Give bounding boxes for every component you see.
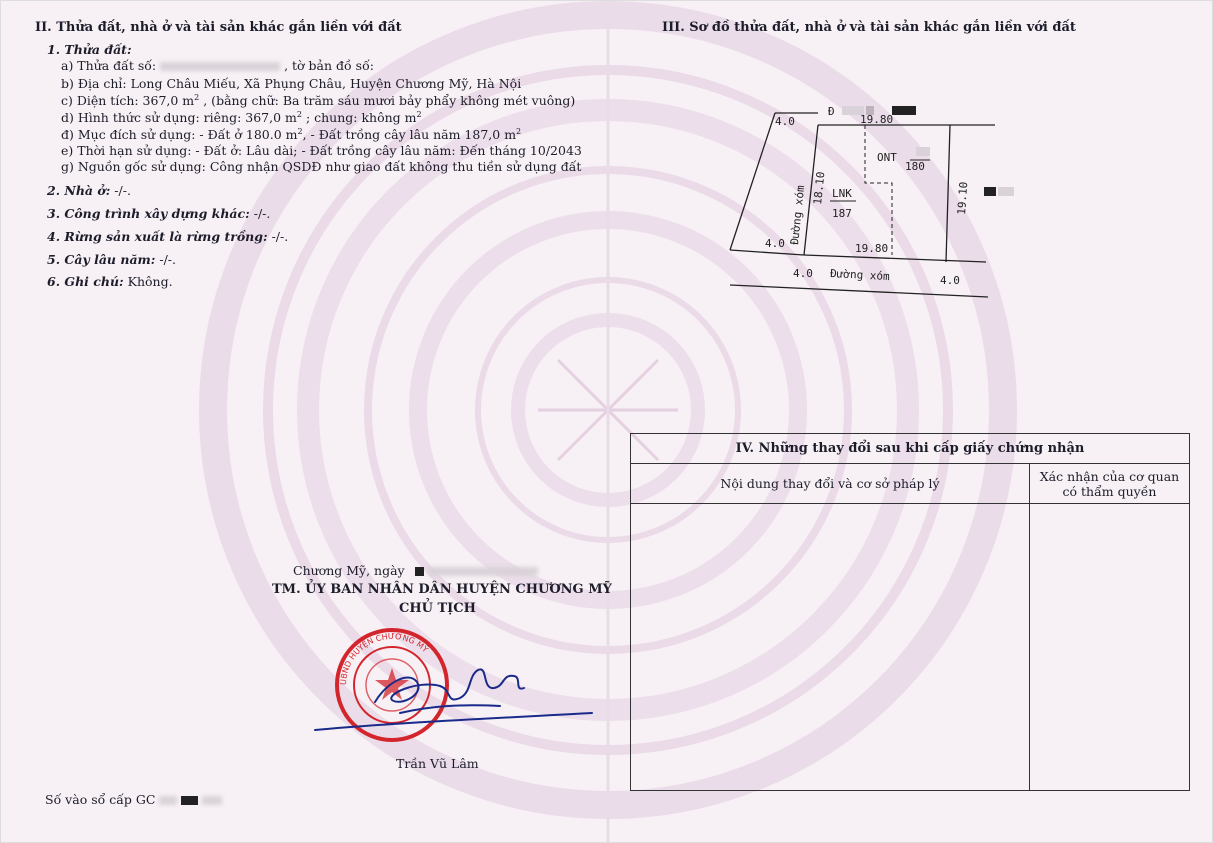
private-unit-sup: 2 — [296, 110, 302, 119]
signer-position: CHỦ TỊCH — [399, 601, 476, 616]
area-line — [61, 93, 575, 108]
bottom-dimension: 19.80 — [855, 242, 889, 255]
redacted-right-owner-2 — [998, 187, 1014, 196]
area-in-words: , (bằng chữ: Ba trăm sáu mươi bảy phẩy không mét vuông) — [199, 93, 576, 109]
changes-content-cell — [631, 504, 1030, 791]
ont-area: 180 — [905, 160, 925, 173]
top-owner-label: Đ — [828, 105, 835, 118]
place-date-line — [293, 563, 538, 578]
left-road-outer-edge — [730, 113, 775, 250]
place-date: Chương Mỹ, ngày — [293, 563, 405, 578]
lnk-area: 187 — [832, 207, 852, 220]
bottom-road-label: Đường xóm — [829, 267, 891, 284]
shared-unit-sup: 2 — [416, 110, 422, 119]
redacted-registry-2 — [181, 796, 198, 805]
residential-unit-sup: 2 — [297, 127, 303, 136]
usage-origin-line: g) Nguồn gốc sử dụng: Công nhận QSDĐ như giao đất không thu tiền sử dụng đất — [61, 159, 582, 174]
bottom-road-left-width: 4.0 — [793, 267, 813, 280]
right-dimension: 19.10 — [955, 181, 971, 216]
item4-line — [47, 226, 288, 245]
right-boundary — [946, 125, 950, 262]
usage-term-line: e) Thời hạn sử dụng: - Đất ở: Lâu dài; - Đất trồng cây lâu năm: Đến tháng 10/2043 — [61, 143, 582, 158]
lnk-label: LNK — [832, 187, 852, 200]
section4-title: IV. Những thay đổi sau khi cấp giấy chứng nhận — [631, 434, 1190, 464]
purpose-perennial: , - Đất trồng cây lâu năm 187,0 m — [302, 127, 517, 143]
address-line: b) Địa chỉ: Long Châu Miếu, Xã Phụng Châu, Huyện Chương Mỹ, Hà Nội — [61, 76, 522, 91]
left-road-label: Đường xóm — [788, 184, 808, 246]
item4-label: 4. Rừng sản xuất là rừng trồng: — [47, 229, 268, 244]
item2-label: 2. Nhà ở: — [47, 183, 111, 198]
usage-form-shared: ; chung: không m — [301, 110, 417, 126]
changes-table — [630, 433, 1190, 791]
redacted-date-mark — [415, 567, 424, 576]
bottom-road-left — [730, 250, 804, 255]
usage-purpose-line — [61, 127, 521, 142]
item3-line — [47, 203, 270, 222]
map-sheet-label: , tờ bản đồ số: — [284, 58, 374, 73]
redacted-parcel-number — [160, 62, 280, 71]
usage-form-private: d) Hình thức sử dụng: riêng: 367,0 m — [61, 110, 297, 126]
ont-lnk-divider — [865, 125, 892, 255]
redacted-registry-1 — [159, 796, 177, 805]
item5-label: 5. Cây lâu năm: — [47, 252, 156, 267]
item3-value: -/-. — [249, 206, 271, 221]
item5-value: -/-. — [155, 252, 176, 267]
section3-title: III. Sơ đồ thửa đất, nhà ở và tài sản khác gắn liền với đất — [662, 20, 1076, 35]
usage-form-line — [61, 110, 422, 125]
redacted-registry-3 — [202, 796, 222, 805]
item2-value: -/-. — [110, 183, 131, 198]
item2-line — [47, 180, 131, 199]
item4-value: -/-. — [267, 229, 289, 244]
bottom-boundary — [804, 255, 986, 262]
area-label: c) Diện tích: 367,0 m — [61, 93, 195, 109]
registry-line — [45, 792, 222, 807]
svg-text:UBND HUYỆN CHƯƠNG MỸ: UBND HUYỆN CHƯƠNG MỸ — [338, 631, 430, 686]
perennial-unit-sup: 2 — [516, 127, 522, 136]
top-dimension: 19.80 — [860, 113, 894, 126]
item5-line — [47, 249, 176, 268]
section2-title: II. Thửa đất, nhà ở và tài sản khác gắn liền với đất — [35, 20, 402, 35]
confirmation-header-line1: Xác nhận của cơ quan — [1039, 468, 1180, 484]
confirmation-header-line2: có thẩm quyền — [1062, 483, 1157, 499]
registry-label: Số vào sổ cấp GC — [45, 792, 156, 807]
item3-label: 3. Công trình xây dựng khác: — [47, 206, 250, 221]
parcel-number-label: a) Thửa đất số: — [61, 58, 157, 73]
column-header-changes: Nội dung thay đổi và cơ sở pháp lý — [631, 464, 1030, 504]
land-plot-sketch — [720, 95, 1020, 305]
redacted-date — [428, 567, 538, 576]
parcel-number-line — [61, 58, 374, 73]
top-left-width: 4.0 — [775, 115, 795, 128]
issuing-authority: TM. ỦY BAN NHÂN DÂN HUYỆN CHƯƠNG MỸ — [272, 582, 612, 597]
ont-label: ONT — [877, 151, 897, 164]
bottom-left-width: 4.0 — [765, 237, 785, 250]
bottom-road-right-width: 4.0 — [940, 274, 960, 287]
item6-line — [47, 271, 173, 290]
redacted-right-owner-1 — [984, 187, 996, 196]
purpose-residential: đ) Mục đích sử dụng: - Đất ở 180.0 m — [61, 127, 298, 143]
column-header-confirmation — [1030, 464, 1190, 504]
redacted-ont-parcel — [916, 147, 930, 156]
signer-name: Trần Vũ Lâm — [396, 756, 479, 771]
item1-heading: 1. Thửa đất: — [47, 42, 132, 57]
area-unit-sup: 2 — [194, 93, 200, 102]
item6-value: Không. — [123, 274, 173, 289]
item6-label: 6. Ghi chú: — [47, 274, 124, 289]
left-dimension: 18.10 — [811, 171, 828, 206]
redacted-top-owner-3 — [892, 106, 916, 115]
confirmation-content-cell — [1030, 504, 1190, 791]
official-seal-and-signature — [300, 620, 610, 750]
